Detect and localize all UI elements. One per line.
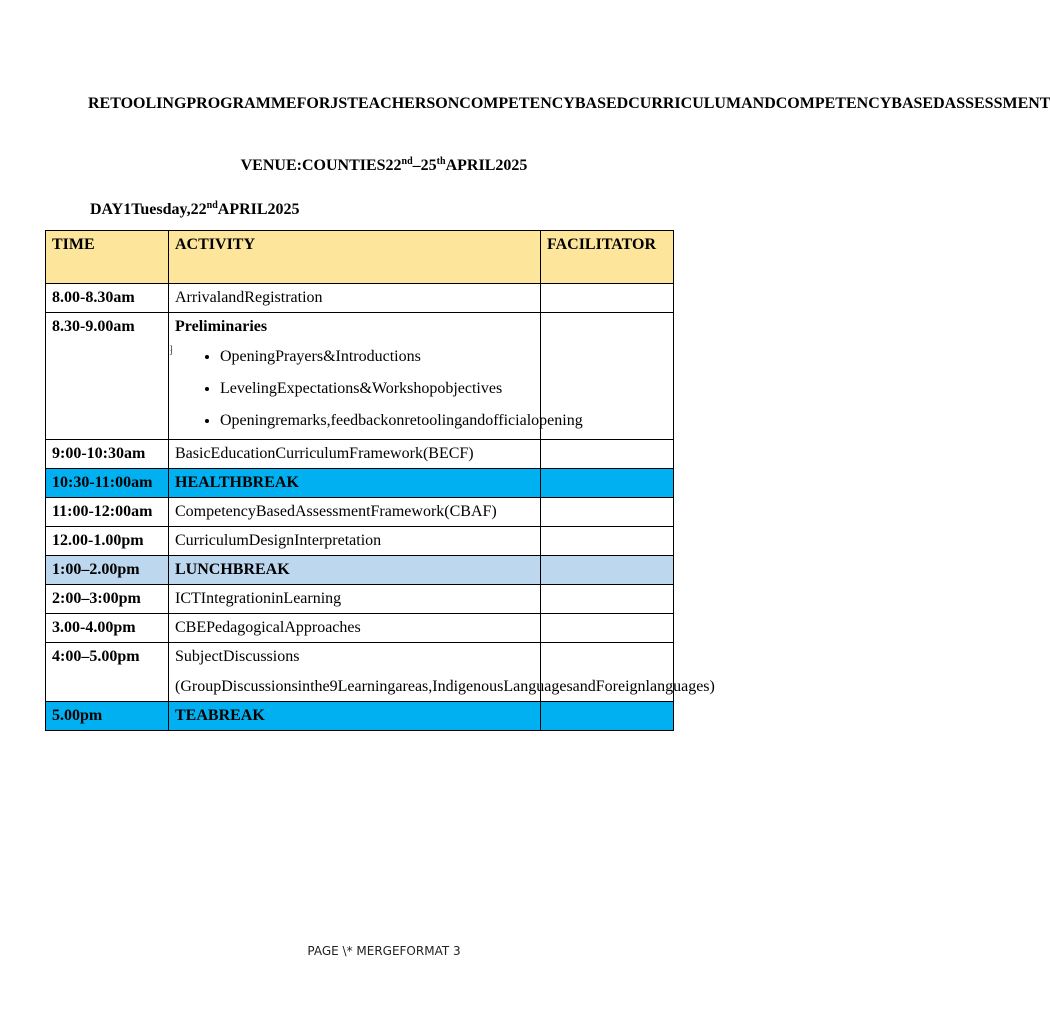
header-facilitator: FACILITATOR [541, 231, 674, 284]
activity-cell: ArrivalandRegistration [169, 284, 541, 313]
day-superscript: nd [206, 200, 218, 211]
activity-cell: CBEPedagogicalApproaches [169, 614, 541, 643]
stray-mark: ⁆ [169, 345, 173, 356]
page-footer: PAGE \* MERGEFORMAT 3 [307, 944, 461, 958]
time-cell: 8.30-9.00am [46, 313, 169, 440]
activity-cell: TEABREAK [169, 702, 541, 731]
schedule-table [45, 230, 715, 731]
facilitator-cell [541, 702, 674, 731]
table-row [46, 313, 674, 440]
time-cell: 9:00-10:30am [46, 440, 169, 469]
time-cell: 11:00-12:00am [46, 498, 169, 527]
time-cell: 3.00-4.00pm [46, 614, 169, 643]
time-cell: 10:30-11:00am [46, 469, 169, 498]
venue-range: –25 [412, 157, 437, 174]
activity-heading: Preliminaries [175, 318, 268, 335]
table-row [46, 614, 674, 643]
document-title: RETOOLINGPROGRAMMEFORJSTEACHERSONCOMPETENCYBASEDCURRICULUMANDCOMPETENCYBASEDASSESSMENT [88, 95, 1050, 112]
table-row [46, 284, 674, 313]
bullet-list [175, 347, 583, 431]
table-row [46, 643, 674, 702]
activity-heading: SubjectDiscussions [175, 648, 300, 665]
activity-cell: CurriculumDesignInterpretation [169, 527, 541, 556]
time-cell: 8.00-8.30am [46, 284, 169, 313]
activity-cell [169, 643, 715, 702]
time-cell: 1:00–2.00pm [46, 556, 169, 585]
facilitator-cell [541, 614, 674, 643]
time-cell: 2:00–3:00pm [46, 585, 169, 614]
tea-break-row [46, 702, 674, 731]
table-row [46, 527, 674, 556]
table-row [46, 440, 674, 469]
activity-cell: BasicEducationCurriculumFramework(BECF) [169, 440, 541, 469]
activity-cell: HEALTHBREAK [169, 469, 541, 498]
activity-note: (GroupDiscussionsinthe9Learningareas,IndigenousLanguagesandForeignlanguages) [175, 678, 715, 695]
facilitator-cell [541, 498, 674, 527]
day-month: APRIL2025 [217, 201, 300, 218]
list-item: • OpeningPrayers&Introductions [220, 347, 534, 367]
lunch-break-row [46, 556, 674, 585]
facilitator-cell [541, 469, 674, 498]
activity-cell: ICTIntegrationinLearning [169, 585, 541, 614]
table-row [46, 585, 674, 614]
facilitator-cell [541, 440, 674, 469]
day-text: DAY1Tuesday,22 [90, 201, 207, 218]
venue-line [88, 156, 680, 176]
table-row [46, 498, 674, 527]
header-time: TIME [46, 231, 169, 284]
activity-cell: LUNCHBREAK [169, 556, 541, 585]
time-cell: 5.00pm [46, 702, 169, 731]
venue-superscript-start: nd [401, 156, 413, 167]
table-header-row [46, 231, 674, 284]
facilitator-cell [541, 585, 674, 614]
facilitator-cell [541, 527, 674, 556]
venue-text: VENUE:COUNTIES22 [240, 157, 402, 174]
activity-cell [169, 313, 583, 440]
list-item: • LevelingExpectations&Workshopobjectives [220, 379, 534, 399]
time-cell: 12.00-1.00pm [46, 527, 169, 556]
activity-cell: CompetencyBasedAssessmentFramework(CBAF) [169, 498, 541, 527]
time-cell: 4:00–5.00pm [46, 643, 169, 702]
header-activity: ACTIVITY [169, 231, 541, 284]
facilitator-cell [541, 556, 674, 585]
facilitator-cell [541, 284, 674, 313]
venue-month: APRIL2025 [445, 157, 528, 174]
list-item: • Openingremarks,feedbackonretoolingandofficialopening [220, 411, 534, 431]
day-heading [90, 200, 300, 220]
venue-superscript-end: th [436, 156, 446, 167]
health-break-row [46, 469, 674, 498]
